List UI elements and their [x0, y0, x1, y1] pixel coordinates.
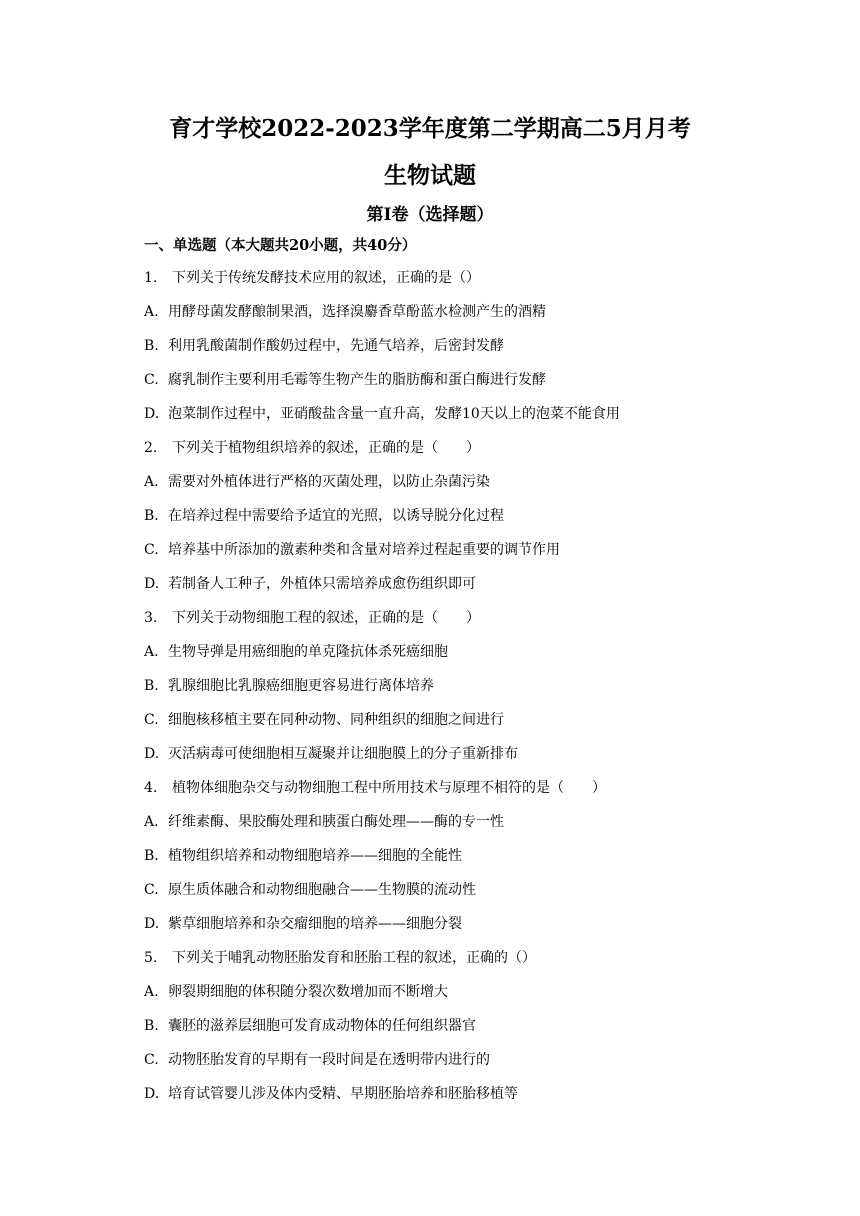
- option-a: [144, 295, 744, 329]
- option-text: 培养基中所添加的激素种类和含量对培养过程起重要的调节作用: [168, 542, 560, 558]
- question-stem: [144, 941, 744, 975]
- question-text: 下列关于动物细胞工程的叙述，正确的是（ ）: [172, 610, 480, 626]
- option-letter: D.: [144, 1086, 160, 1102]
- question-number: 3.: [144, 610, 158, 626]
- option-b: [144, 499, 744, 533]
- question-stem: [144, 771, 744, 805]
- exam-subject: 生物试题: [384, 162, 476, 189]
- option-c: [144, 1043, 744, 1077]
- question-text: 下列关于哺乳动物胚胎发育和胚胎工程的叙述，正确的（）: [172, 950, 536, 966]
- question-list: [144, 261, 744, 1111]
- option-letter: B.: [144, 508, 159, 524]
- option-text: 囊胚的滋养层细胞可发育成动物体的任何组织器官: [168, 1018, 476, 1034]
- option-text: 培育试管婴儿涉及体内受精、早期胚胎培养和胚胎移植等: [168, 1086, 518, 1102]
- question-number: 2.: [144, 440, 158, 456]
- option-letter: B.: [144, 678, 159, 694]
- option-b: [144, 669, 744, 703]
- question-text: 下列关于传统发酵技术应用的叙述，正确的是（）: [172, 270, 480, 286]
- option-b: [144, 839, 744, 873]
- question-stem: [144, 601, 744, 635]
- option-letter: A.: [144, 644, 159, 660]
- option-letter: C.: [144, 882, 159, 898]
- question-stem: [144, 261, 744, 295]
- option-text: 细胞核移植主要在同种动物、同种组织的细胞之间进行: [168, 712, 504, 728]
- option-a: [144, 975, 744, 1009]
- option-text: 植物组织培养和动物细胞培养——细胞的全能性: [168, 848, 462, 864]
- option-letter: A.: [144, 984, 159, 1000]
- option-text: 紫草细胞培养和杂交瘤细胞的培养——细胞分裂: [168, 916, 462, 932]
- option-text: 乳腺细胞比乳腺癌细胞更容易进行离体培养: [168, 678, 434, 694]
- option-a: [144, 635, 744, 669]
- option-text: 若制备人工种子，外植体只需培养成愈伤组织即可: [168, 576, 476, 592]
- option-letter: C.: [144, 712, 159, 728]
- option-text: 生物导弹是用癌细胞的单克隆抗体杀死癌细胞: [168, 644, 448, 660]
- option-letter: C.: [144, 542, 159, 558]
- part-title: 第I卷（选择题）: [366, 205, 494, 225]
- option-letter: D.: [144, 406, 160, 422]
- option-text: 用酵母菌发酵酿制果酒，选择溴麝香草酚蓝水检测产生的酒精: [168, 304, 546, 320]
- option-text: 动物胚胎发育的早期有一段时间是在透明带内进行的: [168, 1052, 490, 1068]
- option-d: [144, 1077, 744, 1111]
- option-text: 泡菜制作过程中，亚硝酸盐含量一直升高，发酵10天以上的泡菜不能食用: [168, 406, 620, 422]
- question-number: 4.: [144, 780, 158, 796]
- option-letter: A.: [144, 304, 159, 320]
- exam-title: 育才学校2022-2023学年度第二学期高二5月月考: [169, 115, 691, 142]
- option-letter: C.: [144, 372, 159, 388]
- option-text: 灭活病毒可使细胞相互凝聚并让细胞膜上的分子重新排布: [168, 746, 518, 762]
- option-b: [144, 1009, 744, 1043]
- option-letter: A.: [144, 474, 159, 490]
- option-c: [144, 703, 744, 737]
- question-text: 植物体细胞杂交与动物细胞工程中所用技术与原理不相符的是（ ）: [172, 780, 606, 796]
- option-text: 原生质体融合和动物细胞融合——生物膜的流动性: [168, 882, 476, 898]
- option-a: [144, 805, 744, 839]
- option-d: [144, 397, 744, 431]
- section-heading: 一、单选题（本大题共20小题，共40分）: [144, 237, 417, 254]
- option-text: 卵裂期细胞的体积随分裂次数增加而不断增大: [168, 984, 448, 1000]
- question-number: 5.: [144, 950, 158, 966]
- option-letter: C.: [144, 1052, 159, 1068]
- option-letter: D.: [144, 916, 160, 932]
- option-d: [144, 567, 744, 601]
- option-text: 纤维素酶、果胶酶处理和胰蛋白酶处理——酶的专一性: [168, 814, 504, 830]
- option-text: 腐乳制作主要利用毛霉等生物产生的脂肪酶和蛋白酶进行发酵: [168, 372, 546, 388]
- option-text: 利用乳酸菌制作酸奶过程中，先通气培养，后密封发酵: [168, 338, 504, 354]
- question-text: 下列关于植物组织培养的叙述，正确的是（ ）: [172, 440, 480, 456]
- option-d: [144, 737, 744, 771]
- option-letter: B.: [144, 848, 159, 864]
- option-a: [144, 465, 744, 499]
- option-letter: B.: [144, 338, 159, 354]
- option-letter: D.: [144, 576, 160, 592]
- option-letter: A.: [144, 814, 159, 830]
- option-text: 需要对外植体进行严格的灭菌处理，以防止杂菌污染: [168, 474, 490, 490]
- option-c: [144, 363, 744, 397]
- option-b: [144, 329, 744, 363]
- option-text: 在培养过程中需要给予适宜的光照，以诱导脱分化过程: [168, 508, 504, 524]
- option-c: [144, 873, 744, 907]
- question-number: 1.: [144, 270, 158, 286]
- option-d: [144, 907, 744, 941]
- option-letter: D.: [144, 746, 160, 762]
- option-c: [144, 533, 744, 567]
- option-letter: B.: [144, 1018, 159, 1034]
- question-stem: [144, 431, 744, 465]
